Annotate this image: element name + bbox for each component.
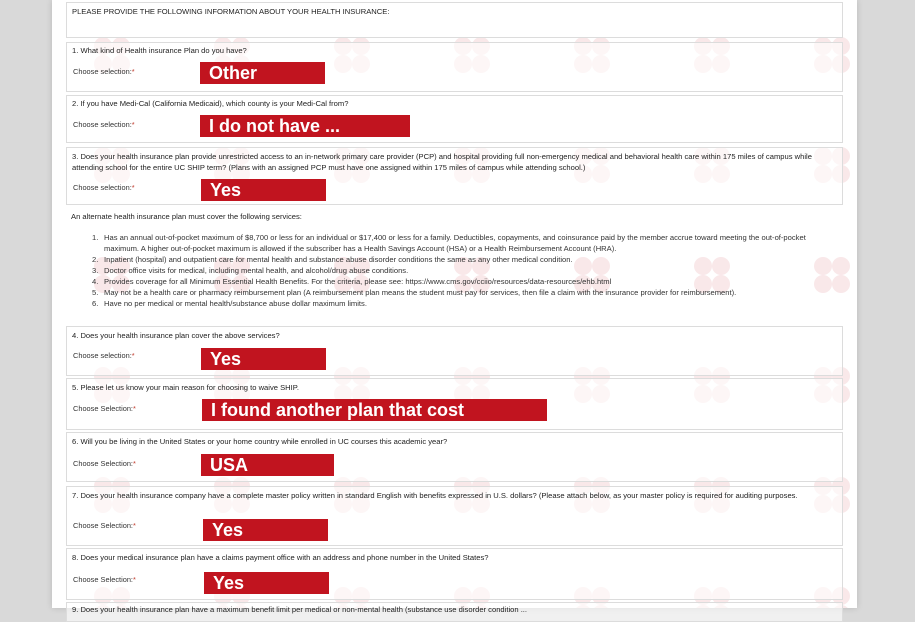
- question-8-text: 8. Does your medical insurance plan have a claims payment office with an address and phone number in the United States?: [72, 553, 489, 562]
- question-1-text: 1. What kind of Health insurance Plan do you have?: [72, 46, 247, 55]
- question-6-label: Choose Selection:*: [73, 459, 136, 468]
- question-5-select[interactable]: I found another plan that cost: [202, 399, 547, 421]
- question-4-label: Choose selection:*: [73, 351, 135, 360]
- question-9-text: 9. Does your health insurance plan have a maximum benefit limit per medical or non-mental health (substance use disorder condition ...: [72, 605, 528, 614]
- question-8-select[interactable]: Yes: [204, 572, 329, 594]
- form-page: [52, 0, 857, 614]
- question-2-text: 2. If you have Medi-Cal (California Medicaid), which county is your Medi-Cal from?: [72, 99, 349, 108]
- question-8-label: Choose Selection:*: [73, 575, 136, 584]
- question-3-select[interactable]: Yes: [201, 179, 326, 201]
- question-5-text: 5. Please let us know your main reason for choosing to waive SHIP.: [72, 383, 299, 392]
- question-7-label: Choose Selection:*: [73, 521, 136, 530]
- services-list: [92, 232, 842, 309]
- question-1-label: Choose selection:*: [73, 67, 135, 76]
- question-5-card: [66, 378, 843, 430]
- question-4-select[interactable]: Yes: [201, 348, 326, 370]
- question-3-label: Choose selection:*: [73, 183, 135, 192]
- question-7-select[interactable]: Yes: [203, 519, 328, 541]
- service-item: 3. Doctor office visits for medical, including mental health, and alcohol/drug abuse conditions.: [92, 266, 409, 275]
- question-4-card: [66, 326, 843, 376]
- question-2-card: [66, 95, 843, 143]
- question-2-select[interactable]: I do not have ...: [200, 115, 410, 137]
- section-title: PLEASE PROVIDE THE FOLLOWING INFORMATION ABOUT YOUR HEALTH INSURANCE:: [72, 7, 390, 16]
- question-1-card: [66, 42, 843, 92]
- question-6-card: [66, 432, 843, 482]
- question-8-card: [66, 548, 843, 600]
- question-6-select[interactable]: USA: [201, 454, 334, 476]
- header-card: [66, 2, 843, 38]
- question-7-text: 7. Does your health insurance company have a complete master policy written in standard English with benefits expressed in U.S. dollars? (Please attach below, as your master policy is required for auditing purposes.: [72, 491, 798, 500]
- question-3-text: 3. Does your health insurance plan provide unrestricted access to an in-network primary care provider (PCP) and hospital providing full non-emergency medical and behavioral health care within 175 miles of campus while attending school for the entire UC SHIP term? (Plans with an assigned PCP must have one assigned within 175 miles of campus while attending school.): [72, 152, 812, 172]
- question-7-card: [66, 486, 843, 546]
- question-6-text: 6. Will you be living in the United States or your home country while enrolled in UC courses this academic year?: [72, 437, 448, 446]
- question-1-select[interactable]: Other: [200, 62, 325, 84]
- service-item: 6. Have no per medical or mental health/substance abuse dollar maximum limits.: [92, 299, 367, 308]
- service-item: 5. May not be a health care or pharmacy reimbursement plan (A reimbursement plan means the student must pay for services, then file a claim with the insurance provider for reimbursement).: [92, 288, 737, 297]
- question-2-label: Choose selection:*: [73, 120, 135, 129]
- question-4-text: 4. Does your health insurance plan cover the above services?: [72, 331, 280, 340]
- question-3-card: [66, 147, 843, 205]
- service-item: 4. Provides coverage for all Minimum Essential Health Benefits. For the criteria, please see: https://www.cms.gov/cciio/resources/data-resources/ehb.html: [92, 277, 612, 286]
- services-title: An alternate health insurance plan must cover the following services:: [71, 212, 302, 221]
- question-5-label: Choose Selection:*: [73, 404, 136, 413]
- service-item: 1. Has an annual out-of-pocket maximum of $8,700 or less for an individual or $17,400 or less for a family. Deductibles, copayments, and coinsurance paid by the member accrue toward meeting the out-of-pocket maximum. A higher out-of-pocket maximum is allowed if the subscriber has a Health Savings Account (HSA) or a Health Reimbursement Account (HRA).: [92, 233, 806, 253]
- service-item: 2. Inpatient (hospital) and outpatient care for mental health and substance abuse disorder conditions the same as any other medical condition.: [92, 255, 573, 264]
- question-9-card: [66, 602, 843, 622]
